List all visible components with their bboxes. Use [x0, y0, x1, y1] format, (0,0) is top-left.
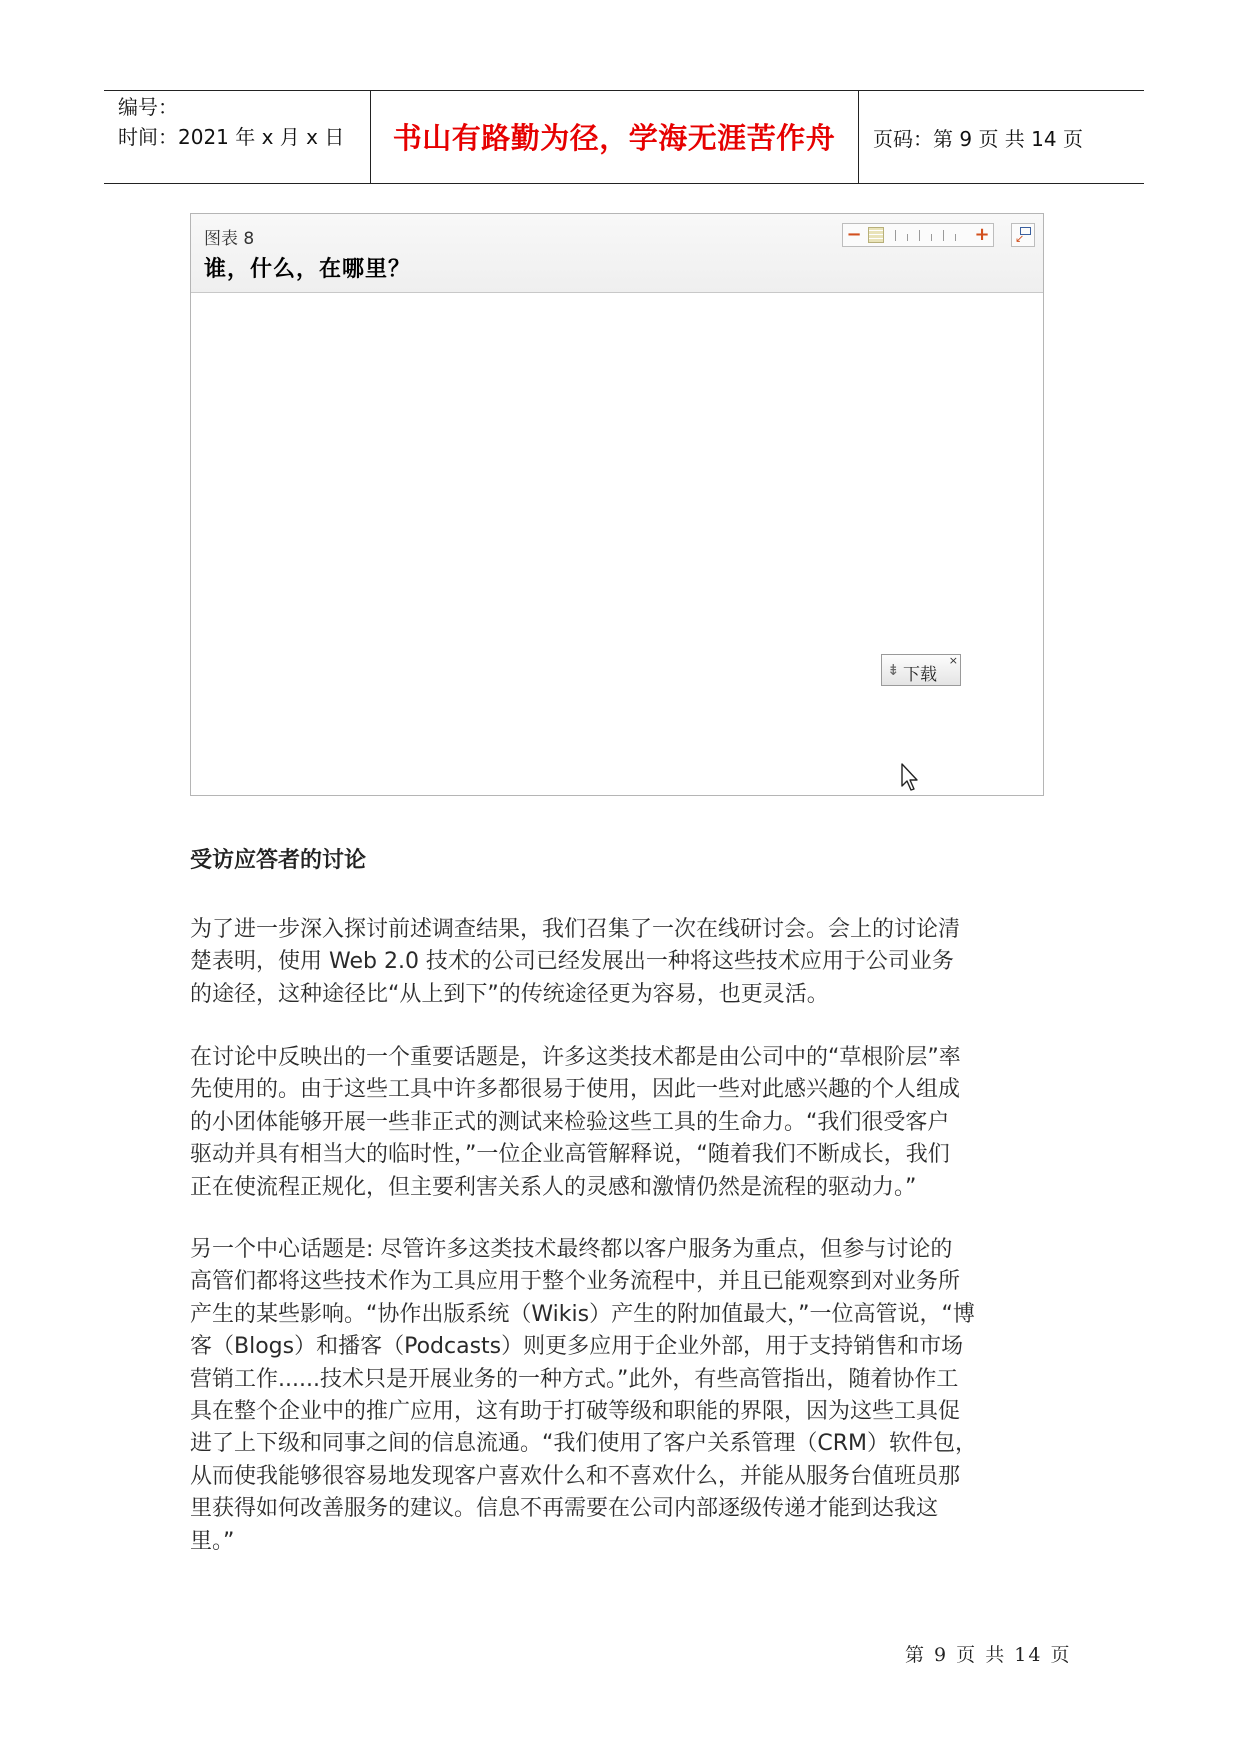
text-line: 营销工作......技术只是开展业务的一种方式。”此外，有些高管指出，随着协作工	[190, 1366, 959, 1392]
footer-page-number: 第 9 页 共 14 页	[905, 1644, 1072, 1666]
text-line: 驱动并具有相当大的临时性，”一位企业高管解释说，“随着我们不断成长，我们	[190, 1142, 950, 1168]
zoom-in-icon[interactable]: +	[974, 224, 990, 245]
text-line: 的途径，这种途径比“从上到下”的传统途径更为容易，也更灵活。	[190, 981, 829, 1007]
chart-caption: 图表 8	[204, 229, 255, 249]
document-number-label: 编号：	[118, 95, 178, 119]
zoom-tick	[895, 230, 896, 241]
text-line: 产生的某些影响。“协作出版系统（Wikis）产生的附加值最大，”一位高管说，“博	[190, 1301, 975, 1327]
section-title: 受访应答者的讨论	[190, 848, 367, 873]
text-line: 先使用的。由于这些工具中许多都很易于使用，因此一些对此感兴趣的个人组成	[190, 1077, 961, 1103]
text-line: 正在使流程正规化，但主要利害关系人的灵感和激情仍然是流程的驱动力。”	[190, 1174, 917, 1200]
document-time-label: 时间：2021 年 x 月 x 日	[118, 125, 345, 149]
paragraph-3	[190, 1234, 1060, 1558]
text-line: 里获得如何改善服务的建议。信息不再需要在公司内部逐级传递才能到达我这	[190, 1496, 939, 1522]
zoom-tick	[919, 230, 920, 241]
zoom-tick	[955, 234, 956, 241]
grid-icon[interactable]	[868, 227, 884, 243]
header-bottom-rule	[104, 183, 1144, 184]
header-meta	[118, 92, 344, 152]
download-label: 下载	[903, 665, 937, 685]
expand-button[interactable]	[1011, 223, 1035, 247]
text-line: 里。”	[190, 1528, 235, 1554]
zoom-out-icon[interactable]: −	[846, 224, 862, 245]
header-page-number: 页码：第 9 页 共 14 页	[873, 127, 1083, 151]
paragraph-1	[190, 914, 1060, 1011]
expand-arrow-icon: ↙	[1015, 232, 1025, 245]
text-line: 从而使我能够很容易地发现客户喜欢什么和不喜欢什么，并能从服务台值班员那	[190, 1463, 961, 1489]
text-line: 高管们都将这些技术作为工具应用于整个业务流程中，并且已能观察到对业务所	[190, 1269, 961, 1295]
chart-title: 谁，什么，在哪里？	[204, 257, 412, 282]
text-line: 具在整个企业中的推广应用，这有助于打破等级和职能的界限，因为这些工具促	[190, 1399, 961, 1425]
zoom-tick	[943, 230, 944, 241]
header-motto: 书山有路勤为径，学海无涯苦作舟	[392, 121, 836, 155]
header-top-rule	[104, 90, 1144, 91]
mouse-cursor-icon	[900, 762, 922, 792]
text-line: 的小团体能够开展一些非正式的测试来检验这些工具的生命力。“我们很受客户	[190, 1109, 950, 1135]
close-icon[interactable]: ×	[948, 654, 958, 667]
text-line: 为了进一步深入探讨前述调查结果，我们召集了一次在线研讨会。会上的讨论清	[190, 917, 961, 942]
zoom-tick	[931, 234, 932, 241]
zoom-tick	[907, 234, 908, 241]
chart-widget	[190, 213, 1044, 796]
text-line: 在讨论中反映出的一个重要话题是，许多这类技术都是由公司中的“草根阶层”率	[190, 1045, 961, 1070]
text-line: 楚表明，使用 Web 2.0 技术的公司已经发展出一种将这些技术应用于公司业务	[190, 949, 954, 975]
header-divider-right	[858, 90, 859, 183]
download-icon: ⇟	[887, 661, 900, 679]
text-line: 另一个中心话题是: 尽管许多这类技术最终都以客户服务为重点，但参与讨论的	[190, 1237, 953, 1262]
zoom-slider[interactable]	[842, 223, 994, 247]
chart-widget-header	[191, 214, 1043, 293]
paragraph-2	[190, 1042, 1060, 1204]
text-line: 客（Blogs）和播客（Podcasts）则更多应用于企业外部，用于支持销售和市场	[190, 1334, 964, 1360]
download-button[interactable]	[881, 654, 961, 686]
text-line: 进了上下级和同事之间的信息流通。“我们使用了客户关系管理（CRM）软件包，	[190, 1431, 978, 1457]
